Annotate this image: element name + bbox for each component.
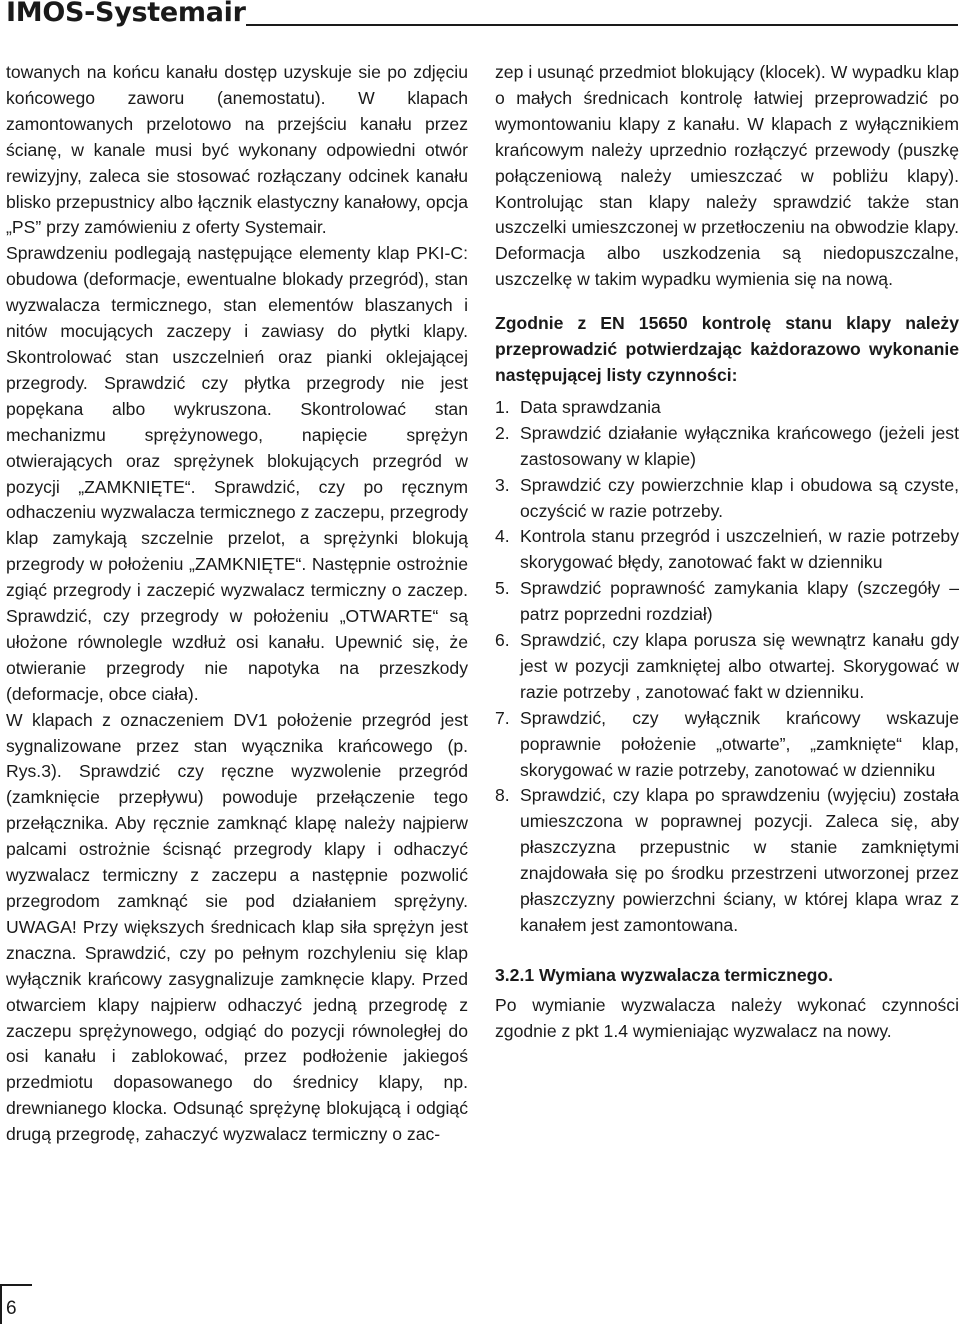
checklist-item	[495, 783, 959, 938]
checklist-item-text: Sprawdzić czy powierzchnie klap i obudowa są czyste, oczyścić w razie potrzeby.	[520, 474, 959, 521]
checklist-item	[495, 628, 959, 706]
checklist-item	[495, 706, 959, 784]
left-column	[6, 60, 468, 1148]
checklist-item	[495, 576, 959, 628]
checklist-item	[495, 524, 959, 576]
checklist-item-text: Sprawdzić poprawność zamykania klapy (szczegóły – patrz poprzedni rozdział)	[520, 578, 959, 625]
checklist	[495, 395, 959, 939]
checklist-item-number: 1.	[495, 396, 510, 417]
right-column	[495, 60, 959, 1045]
checklist-item-number: 4.	[495, 526, 510, 547]
checklist-item-number: 2.	[495, 422, 510, 443]
section-text: Po wymianie wyzwalacza należy wykonać czynności zgodnie z pkt 1.4 wymieniając wyzwalacz na nowy.	[495, 994, 959, 1041]
header-title: IMOS-Systemair	[6, 0, 246, 28]
checklist-item-text: Kontrola stanu przegród i uszczelnień, w razie potrzeby skorygować błędy, zanotować fakt w dzienniku	[520, 526, 959, 573]
footer-rule-vertical	[0, 1285, 2, 1324]
paragraph-dv1: W klapach z oznaczeniem DV1 położenie przegród jest sygnalizowane przez stan wyącznika krańcowego (p. Rys.3). Sprawdzić czy ręczne wyzwolenie przegród (zamknięcie przepływu) powoduje przełączenie tego przełącznika. Aby ręcznie zamknąć klapę należy najpierw palcami ostrożnie ścisnąć przegrody klapy i odhaczyć wyzwalacz termiczny z zaczepu a następnie pozwolić przegrodom zamknąć sie pod działaniem sprężyny. UWAGA! Przy większych średnicach klap siła sprężyn jest znaczna. Sprawdzić, czy po pełnym rozchyleniu się klap wyłącznik krańcowy zasygnalizuje zamknęcie klapy. Przed otwarciem klapy najpierw odhaczyć jedną przegrodę z zaczepu sprężynowego, odgiąć do pozycji równoległej do osi kanału i zablokować, przez podłożenie jakiegoś przedmiotu dopasowanego do średnicy klapy, np. drewnianego klocka. Odsunąć sprężynę blokującą i odgiąć drugą przegrodę, zahaczyć wyzwalacz termiczny o zac-	[6, 709, 468, 1145]
checklist-item	[495, 473, 959, 525]
paragraph-continuation: zep i usunąć przedmiot blokujący (klocek). W wypadku klap o małych średnicach kontrolę łatwiej przeprowadzić po wymontowaniu klapy z kanału. W klapach z wyłącznikiem krańcowym należy uprzednio rozłączyć przewody (puszkę połączeniową należy umieszczać w pobliżu klapy). Kontrolując stan klapy należy sprawdzić także stan uszczelki umieszczonej w przetłoczeniu na obwodzie klapy. Deformacja albo uszkodzenia są niedopuszczalne, uszczelkę w takim wypadku wymienia się na nową.	[495, 62, 959, 290]
section-heading: 3.2.1 Wymiana wyzwalacza termicznego.	[495, 964, 834, 985]
checklist-item-number: 5.	[495, 578, 510, 599]
checklist-item-text: Sprawdzić, czy klapa po sprawdzeniu (wyjęciu) została umieszczona w poprawnej pozycji. Zaleca się, aby płaszczyzna przepustnic w stanie zamkniętymi znajdowała się po środku przestrzeni utworzonej przez płaszczyzny powierzchni ściany, w której klapa wraz z kanałem jest zamontowana.	[520, 785, 959, 935]
checklist-item-text: Sprawdzić działanie wyłącznika krańcowego (jeżeli jest zastosowany w klapie)	[520, 422, 959, 469]
checklist-item-text: Sprawdzić, czy wyłącznik krańcowy wskazuje poprawnie położenie „otwarte”, „zamknięte“ klap, skorygować w razie potrzeby, zanotować w dzienniku	[520, 707, 959, 780]
page-number: 6	[6, 1298, 17, 1319]
paragraph-inspection: Sprawdzeniu podlegają następujące elementy klap PKI-C: obudowa (deformacje, ewentualne blokady przegród), stan wyzwalacza termicznego, stan elementów blaszanych i nitów mocujących zaczepy i zawiasy do płytki klapy. Skontrolować stan uszczelnień oraz pianki oklejającej przegrody. Sprawdzić czy płytka przegrody nie jest popękana albo wykruszona. Skontrolować stan mechanizmu sprężynowego, napięcie sprężyn otwierających oraz sprężynek blokujących przegród w pozycji „ZAMKNIĘTE“. Sprawdzić, czy po ręcznym odhaczeniu wyzwalacza termicznego z zaczepu, przegrody klap zamykają szczelnie przelot, a sprężynki blokują przegrody w położeniu „ZAMKNIĘTE“. Następnie ostrożnie zgiąć przegrody i zaczepić wyzwalacz termiczny o zaczep. Sprawdzić, czy przegrody w położeniu „OTWARTE“ są ułożone równolegle wzdłuż osi kanału. Upewnić się, że otwieranie przegrody nie napotyka na przeszkody (deformacje, obce ciała).	[6, 243, 468, 704]
page-header	[6, 0, 958, 32]
checklist-item	[495, 395, 959, 421]
checklist-item-number: 3.	[495, 474, 510, 495]
checklist-item-number: 7.	[495, 707, 510, 728]
paragraph-access: towanych na końcu kanału dostęp uzyskuje sie po zdjęciu końcowego zaworu (anemostatu). W klapach zamontowanych przelotowo na przejściu kanału przez ścianę, w kanale musi być wykonany odpowiedni otwór rewizyjny, zaleca sie stosować rozłączany odcinek kanału blisko przepustnicy albo łącznik elastyczny kanałowy, opcja „PS” przy zamówieniu z oferty Systemair.	[6, 62, 468, 238]
checklist-item-text: Data sprawdzania	[520, 396, 661, 417]
checklist-heading: Zgodnie z EN 15650 kontrolę stanu klapy należy przeprowadzić potwierdzając każdorazowo wykonanie następującej listy czynności:	[495, 313, 959, 385]
footer-rule-horizontal	[0, 1284, 32, 1286]
checklist-item-text: Sprawdzić, czy klapa porusza się wewnątrz kanału gdy jest w pozycji zamkniętej albo otwartej. Skorygować w razie potrzeby , zanotować fakt w dzienniku.	[520, 630, 959, 702]
checklist-item	[495, 421, 959, 473]
checklist-item-number: 6.	[495, 630, 510, 651]
checklist-item-number: 8.	[495, 785, 510, 806]
header-rule	[246, 24, 958, 26]
